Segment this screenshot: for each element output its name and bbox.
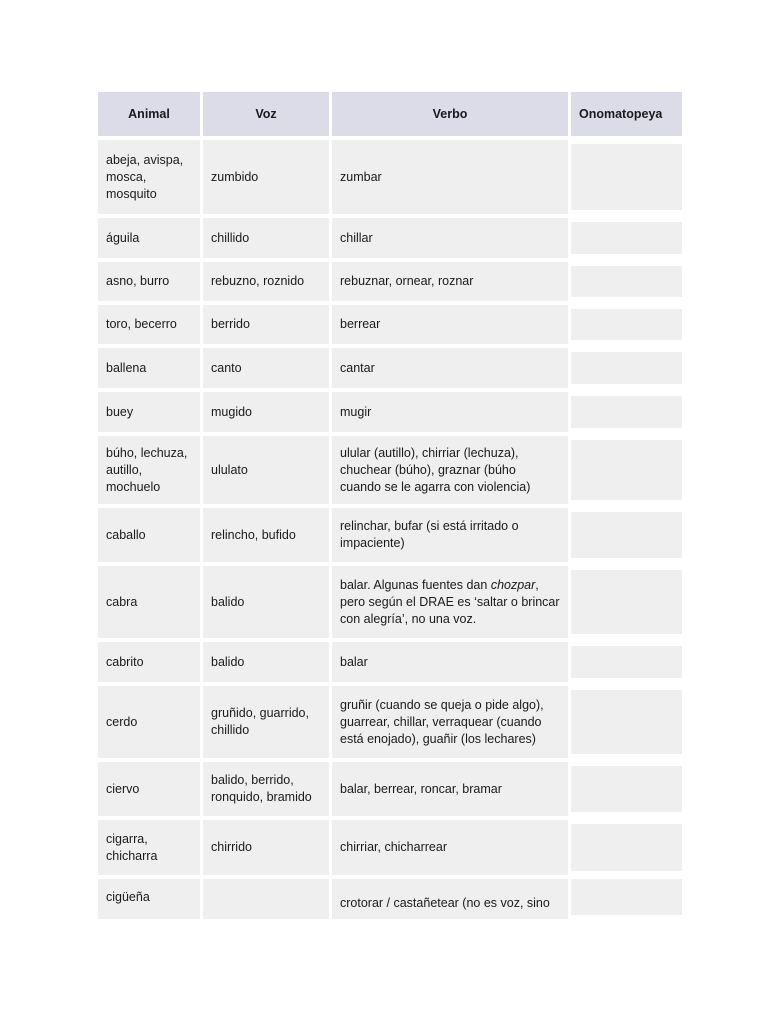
cell-animal: cigüeña <box>98 879 200 919</box>
cell-voz: ululato <box>203 436 329 504</box>
table-row <box>98 686 682 758</box>
cell-animal: cabra <box>98 566 200 638</box>
cell-onomatopeya <box>571 879 682 915</box>
table-row <box>98 218 682 258</box>
header-animal: Animal <box>98 92 200 136</box>
cell-verbo: balar <box>332 642 568 682</box>
cell-voz: gruñido, guarrido, chillido <box>203 686 329 758</box>
cell-onomatopeya <box>571 144 682 210</box>
header-onomatopeya: Onomatopeya <box>571 92 682 136</box>
cell-animal: búho, lechuza, autillo, mochuelo <box>98 436 200 504</box>
cell-voz: canto <box>203 348 329 388</box>
cell-verbo <box>332 566 568 638</box>
cell-verbo: berrear <box>332 305 568 344</box>
cell-verbo: chillar <box>332 218 568 258</box>
table-header-row <box>98 92 682 136</box>
cell-voz: chillido <box>203 218 329 258</box>
table-row <box>98 762 682 816</box>
cell-voz: chirrido <box>203 820 329 875</box>
cell-verbo: ulular (autillo), chirriar (lechuza), chuchear (búho), graznar (búho cuando se le agarra con violencia) <box>332 436 568 504</box>
cell-animal: águila <box>98 218 200 258</box>
cell-onomatopeya <box>571 352 682 384</box>
cell-verbo: rebuznar, ornear, roznar <box>332 262 568 301</box>
table-row <box>98 820 682 875</box>
table-row <box>98 566 682 638</box>
cell-verbo-text <box>340 577 560 628</box>
header-verbo: Verbo <box>332 92 568 136</box>
verbo-emphasis: chozpar <box>490 577 536 592</box>
animal-voices-table <box>98 92 682 923</box>
table-row <box>98 879 682 919</box>
table-row <box>98 436 682 504</box>
table-row <box>98 140 682 214</box>
cell-voz: berrido <box>203 305 329 344</box>
cell-animal: toro, becerro <box>98 305 200 344</box>
cell-animal: ballena <box>98 348 200 388</box>
cell-animal: cerdo <box>98 686 200 758</box>
table-row <box>98 392 682 432</box>
cell-animal: caballo <box>98 508 200 562</box>
verbo-part-b: , pero según el DRAE es ‘saltar o brincar con alegría’, no una voz. <box>340 577 560 626</box>
cell-verbo: relinchar, bufar (si está irritado o impaciente) <box>332 508 568 562</box>
cell-verbo: gruñir (cuando se queja o pide algo), guarrear, chillar, verraquear (cuando está enojado), guañir (los lechares) <box>332 686 568 758</box>
cell-voz: balido, berrido, ronquido, bramido <box>203 762 329 816</box>
cell-onomatopeya <box>571 766 682 812</box>
cell-onomatopeya <box>571 309 682 340</box>
cell-voz: balido <box>203 566 329 638</box>
verbo-part-a: balar. Algunas fuentes dan <box>340 577 491 592</box>
cell-verbo: balar, berrear, roncar, bramar <box>332 762 568 816</box>
cell-animal: abeja, avispa, mosca, mosquito <box>98 140 200 214</box>
cell-onomatopeya <box>571 570 682 634</box>
cell-animal: cigarra, chicharra <box>98 820 200 875</box>
cell-animal: buey <box>98 392 200 432</box>
table-row <box>98 348 682 388</box>
cell-onomatopeya <box>571 824 682 871</box>
header-voz: Voz <box>203 92 329 136</box>
cell-verbo: chirriar, chicharrear <box>332 820 568 875</box>
table-row <box>98 642 682 682</box>
cell-onomatopeya <box>571 222 682 254</box>
table-row <box>98 305 682 344</box>
cell-voz <box>203 879 329 919</box>
cell-voz: balido <box>203 642 329 682</box>
cell-animal: ciervo <box>98 762 200 816</box>
cell-onomatopeya <box>571 396 682 428</box>
cell-voz: zumbido <box>203 140 329 214</box>
cell-voz: mugido <box>203 392 329 432</box>
cell-voz: relincho, bufido <box>203 508 329 562</box>
cell-verbo: crotorar / castañetear (no es voz, sino <box>332 879 568 919</box>
cell-onomatopeya <box>571 440 682 500</box>
table-row <box>98 262 682 301</box>
table-row <box>98 508 682 562</box>
cell-onomatopeya <box>571 512 682 558</box>
cell-animal: cabrito <box>98 642 200 682</box>
cell-verbo: zumbar <box>332 140 568 214</box>
cell-onomatopeya <box>571 646 682 678</box>
cell-verbo: cantar <box>332 348 568 388</box>
cell-animal: asno, burro <box>98 262 200 301</box>
cell-verbo: mugir <box>332 392 568 432</box>
cell-onomatopeya <box>571 266 682 297</box>
cell-onomatopeya <box>571 690 682 754</box>
cell-voz: rebuzno, roznido <box>203 262 329 301</box>
